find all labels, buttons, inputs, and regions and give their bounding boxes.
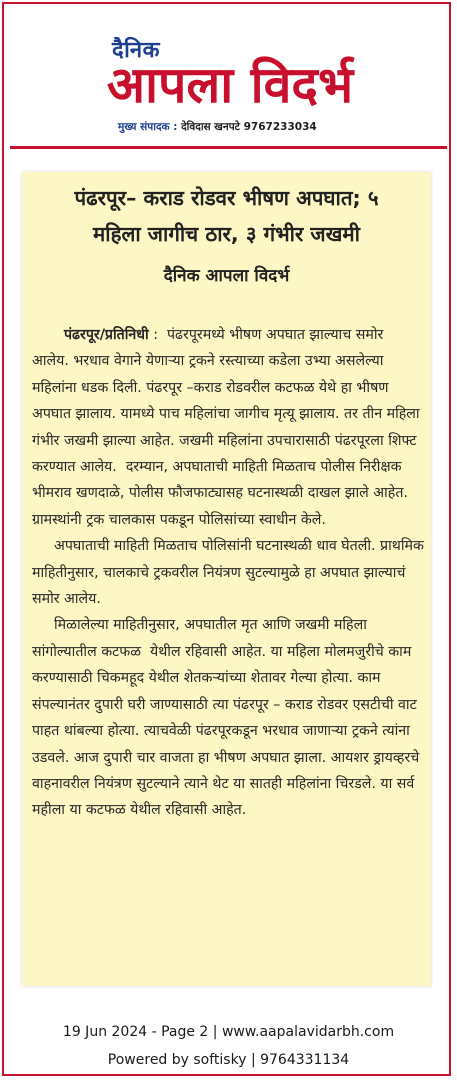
masthead-prefix: दैनिक	[112, 38, 160, 63]
editor-credit	[118, 122, 317, 133]
article-paragraph	[32, 322, 424, 533]
editor-value: देविदास खनपटे 9767233034	[181, 121, 317, 133]
article-headline	[22, 180, 431, 252]
masthead-title: आपला विदर्भ	[106, 56, 354, 114]
dateline: पंढरपूर/प्रतिनिधी	[64, 327, 149, 343]
page-footer	[0, 1018, 457, 1074]
article-paragraph: मिळालेल्या माहितीनुसार, अपघातील मृत आणि जखमी महिला सांगोल्यातील कटफळ येथील रहिवासी आहेत. या महिला मोलमजुरीचे काम करण्यासाठी चिकमहूद येथील शेतकऱ्यांच्या शेतावर गेल्या होत्या. काम संपल्यानंतर दुपारी घरी जाण्यासाठी त्या पंढरपूर – कराड रोडवर एसटीची वाट पाहत थांबल्या होत्या. त्याचवेळी पंढरपूरकडून भरधाव जाणाऱ्या ट्रकने त्यांना उडवले. आज दुपारी चार वाजता हा भीषण अपघात झाला. आयशर ड्रायव्हरचे वाहनावरील नियंत्रण सुटल्याने त्याने थेट या सातही महिलांना चिरडले. या सर्व महीला या कटफळ येथील रहिवासी आहेत.	[32, 617, 424, 819]
news-article	[22, 172, 431, 986]
masthead-divider	[10, 146, 447, 149]
article-byline: दैनिक आपला विदर्भ	[163, 266, 290, 286]
article-paragraph: अपघाताची माहिती मिळताच पोलिसांनी घटनास्थळी धाव घेतली. प्राथमिक माहितीनुसार, चालकाचे ट्रकवरील नियंत्रण सुटल्यामुळे हा अपघात झाल्याचं समोर आलेय.	[32, 538, 429, 608]
editor-label: मुख्य संपादक :	[118, 121, 178, 133]
headline-line-1: पंढरपूर– कराड रोडवर भीषण अपघात; ५	[74, 186, 379, 210]
footer-powered-by: Powered by softisky | 9764331134	[107, 1052, 350, 1068]
article-body	[32, 322, 429, 824]
headline-line-2: महिला जागीच ठार, ३ गंभीर जखमी	[93, 222, 360, 246]
footer-date-site: 19 Jun 2024 - Page 2 | www.aapalavidarbh.com	[62, 1024, 395, 1040]
paragraph-1-text: : पंढरपूरमध्ये भीषण अपघात झाल्याच समोर आलेय. भरधाव वेगाने येणाऱ्या ट्रकने रस्त्याच्या कडेला उभ्या असलेल्या महिलांना धडक दिली. पंढरपूर –कराड रोडवरील कटफळ येथे हा भीषण अपघात झालाय. यामध्ये पाच महिलांचा जागीच मृत्यू झालाय. तर तीन महिला गंभीर जखमी झाल्या आहेत. जखमी महिलांना उपचारासाठी पंढरपूरला शिफ्ट करण्यात आलेय. दरम्यान, अपघाताची माहिती मिळताच पोलीस निरीक्षक भीमराव खणदाळे, पोलीस फौजफाट्यासह घटनास्थळी दाखल झाले आहेत. ग्रामस्थांनी ट्रक चालकास पकडून पोलिसांच्या स्वाधीन केले.	[32, 327, 425, 528]
masthead	[0, 0, 457, 150]
